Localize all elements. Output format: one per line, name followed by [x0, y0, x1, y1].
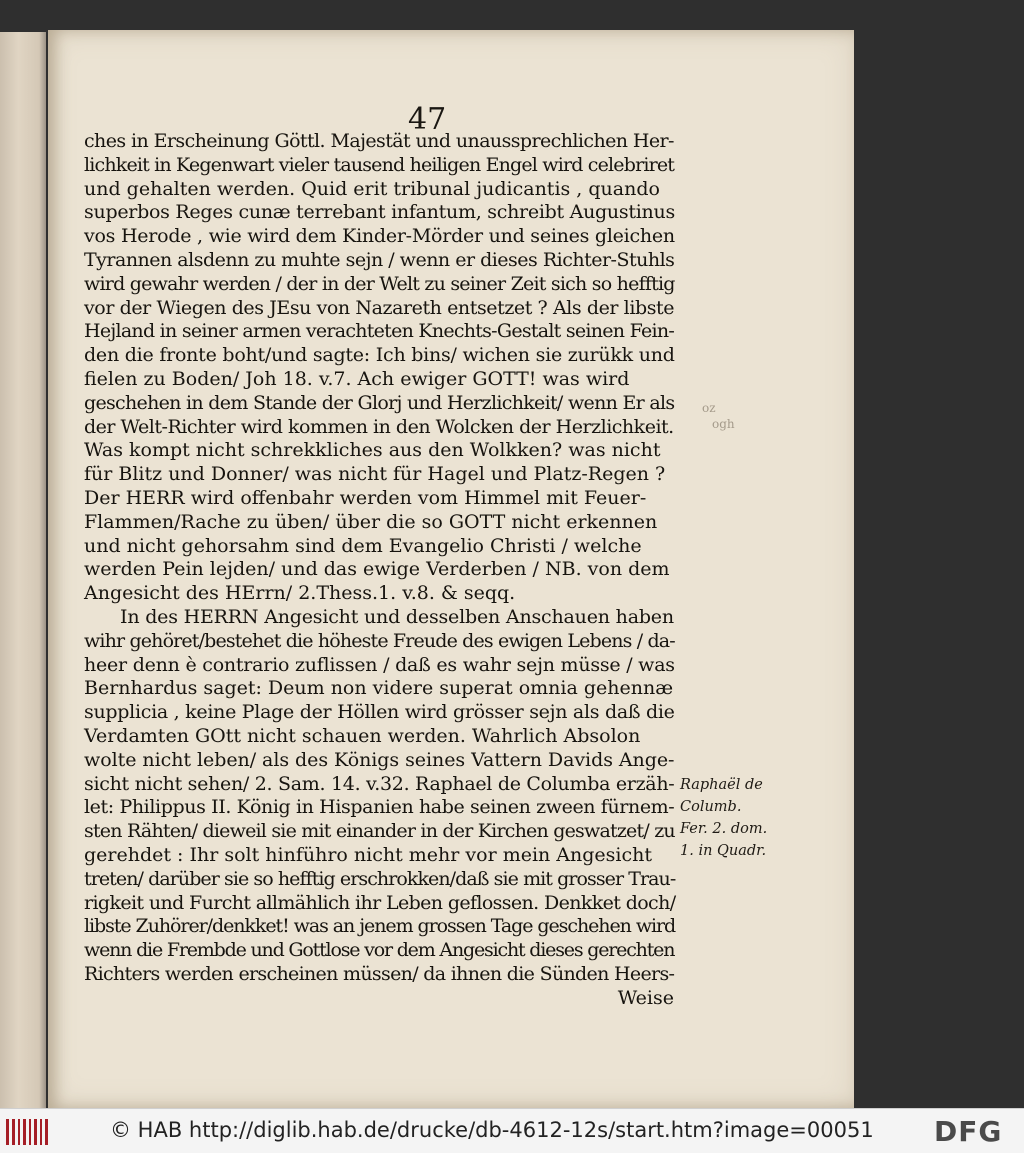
text-line: und nicht gehorsahm sind dem Evangelio Christi / welche — [84, 534, 642, 557]
text-line: Bernhardus saget: Deum non videre superat omnia gehennæ — [84, 677, 674, 700]
text-line: lichkeit in Kegenwart vieler tausend heiligen Engel wird celebriret — [84, 153, 675, 176]
text-line: ches in Erscheinung Göttl. Majestät und unaussprechlichen Her- — [84, 130, 674, 152]
text-line: Tyrannen alsdenn zu muhte sejn / wenn er dieses Richter-Stuhls — [84, 248, 675, 271]
text-line: wird gewahr werden / der in der Welt zu seiner Zeit sich so hefftig — [84, 272, 675, 295]
text-line: treten/ darüber sie so hefftig erschrokken/daß sie mit grosser Trau- — [84, 867, 676, 890]
text-line: der Welt-Richter wird kommen in den Wolcken der Herzlichkeit. — [84, 415, 674, 438]
text-line: Angesicht des HErrn/ 2.Thess.1. v.8. & seqq. — [84, 582, 516, 605]
text-line: wihr gehöret/bestehet die höheste Freude des ewigen Lebens / da- — [84, 629, 675, 652]
text-line: den die fronte boht/und sagte: Ich bins/ wichen sie zurükk und — [84, 344, 675, 367]
bleed-through-mark: ogh — [712, 417, 735, 431]
text-line: Was kompt nicht schrekkliches aus den Wolkken? was nicht — [84, 439, 661, 462]
marginal-note-line: Fer. 2. dom. — [680, 821, 768, 837]
bleed-through-mark: oz — [702, 401, 716, 415]
page-body-text — [84, 130, 674, 1010]
copyright-url-link[interactable]: © HAB http://diglib.hab.de/drucke/db-4612-12s/start.htm?image=00051 — [110, 1118, 874, 1142]
footer-bar — [0, 1108, 1024, 1153]
text-line: Richters werden erscheinen müssen/ da ihnen die Sünden Heers- — [84, 962, 675, 985]
text-line: rigkeit und Furcht allmählich ihr Leben geflossen. Denkket doch/ — [84, 891, 676, 914]
hab-barcode-logo-icon[interactable] — [6, 1119, 48, 1145]
bleed-through-marks — [702, 400, 735, 432]
marginal-note-line: 1. in Quadr. — [680, 843, 767, 859]
text-line: fielen zu Boden/ Joh 18. v.7. Ach ewiger GOTT! was wird — [84, 367, 630, 390]
text-line: Hejland in seiner armen verachteten Knechts-Gestalt seinen Fein- — [84, 320, 675, 343]
text-line: superbos Reges cunæ terrebant infantum, schreibt Augustinus — [84, 201, 675, 224]
text-line: und gehalten werden. Quid erit tribunal judicantis , quando — [84, 177, 660, 200]
text-line: heer denn è contrario zuflissen / daß es wahr sejn müsse / was — [84, 653, 675, 676]
text-line: vor der Wiegen des JEsu von Nazareth entsetzet ? Als der libste — [84, 296, 675, 319]
text-line: geschehen in dem Stande der Glorj und Herzlichkeit/ wenn Er als — [84, 391, 675, 414]
marginal-note — [680, 774, 790, 862]
text-line: libste Zuhörer/denkket! was an jenem grossen Tage geschehen wird — [84, 915, 676, 938]
text-line: sten Rähten/ dieweil sie mit einander in der Kirchen geswatzet/ zu — [84, 820, 675, 843]
text-line: let: Philippus II. König in Hispanien habe seinen zween fürnem- — [84, 796, 675, 819]
text-line: Flammen/Rache zu üben/ über die so GOTT nicht erkennen — [84, 510, 658, 533]
text-line: wenn die Frembde und Gottlose vor dem Angesicht dieses gerechten — [84, 939, 675, 962]
marginal-note-line: Columb. — [680, 799, 742, 815]
text-line: werden Pein lejden/ und das ewige Verderben / NB. von dem — [84, 558, 670, 581]
text-line: sicht nicht sehen/ 2. Sam. 14. v.32. Raphael de Columba erzäh- — [84, 772, 675, 795]
catchword: Weise — [617, 986, 674, 1009]
text-line: vos Herode , wie wird dem Kinder-Mörder und seines gleichen — [84, 225, 675, 248]
text-line: gerehdet : Ihr solt hinführo nicht mehr vor mein Angesicht — [84, 843, 653, 866]
text-line: Verdamten GOtt nicht schauen werden. Wahrlich Absolon — [84, 724, 641, 747]
previous-page-edge — [0, 32, 46, 1108]
text-line: für Blitz und Donner/ was nicht für Hagel und Platz-Regen ? — [84, 463, 666, 486]
text-line: Der HERR wird offenbahr werden vom Himmel mit Feuer- — [84, 486, 647, 509]
text-line: wolte nicht leben/ als des Königs seines Vattern Davids Ange- — [84, 748, 675, 771]
text-line: In des HERRN Angesicht und desselben Anschauen haben — [120, 605, 674, 628]
dfg-logo[interactable]: DFG — [934, 1115, 1003, 1148]
text-line: supplicia , keine Plage der Höllen wird grösser sejn als daß die — [84, 701, 675, 724]
page-number: 47 — [408, 102, 447, 137]
marginal-note-line: Raphaël de — [680, 777, 763, 793]
